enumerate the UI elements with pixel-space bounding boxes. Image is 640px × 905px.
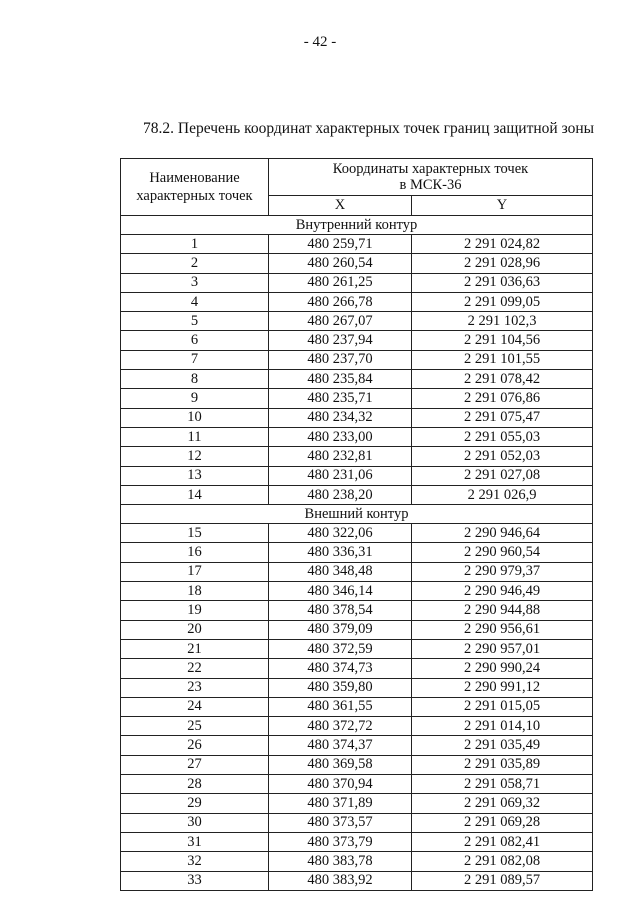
- x-coordinate-cell: 480 261,25: [269, 273, 412, 292]
- x-coordinate-cell: 480 374,37: [269, 736, 412, 755]
- y-coordinate-cell: 2 291 069,32: [412, 794, 593, 813]
- x-coordinate-cell: 480 322,06: [269, 524, 412, 543]
- table-row: [121, 755, 593, 774]
- y-coordinate-cell: 2 291 099,05: [412, 292, 593, 311]
- x-coordinate-cell: 480 259,71: [269, 235, 412, 254]
- point-number-cell: 29: [121, 794, 269, 813]
- y-coordinate-cell: 2 291 082,41: [412, 832, 593, 851]
- table-row: [121, 408, 593, 427]
- table-row: [121, 678, 593, 697]
- header-coordinates-line1: Координаты характерных точек: [332, 160, 529, 177]
- x-coordinate-cell: 480 348,48: [269, 562, 412, 581]
- y-coordinate-cell: 2 290 946,64: [412, 524, 593, 543]
- table-row: [121, 273, 593, 292]
- table-row: [121, 312, 593, 331]
- x-coordinate-cell: 480 336,31: [269, 543, 412, 562]
- table-row: [121, 813, 593, 832]
- table-row: [121, 775, 593, 794]
- table-header: [121, 159, 593, 216]
- x-coordinate-cell: 480 233,00: [269, 427, 412, 446]
- point-number-cell: 25: [121, 717, 269, 736]
- point-number-cell: 12: [121, 447, 269, 466]
- y-coordinate-cell: 2 290 979,37: [412, 562, 593, 581]
- y-coordinate-cell: 2 290 956,61: [412, 620, 593, 639]
- table-row: [121, 601, 593, 620]
- table-row: [121, 370, 593, 389]
- point-number-cell: 33: [121, 871, 269, 890]
- table-row: [121, 697, 593, 716]
- y-coordinate-cell: 2 291 078,42: [412, 370, 593, 389]
- x-coordinate-cell: 480 235,84: [269, 370, 412, 389]
- table-row: [121, 350, 593, 369]
- x-coordinate-cell: 480 231,06: [269, 466, 412, 485]
- point-number-cell: 32: [121, 852, 269, 871]
- y-coordinate-cell: 2 290 990,24: [412, 659, 593, 678]
- table-row: [121, 331, 593, 350]
- point-number-cell: 30: [121, 813, 269, 832]
- x-coordinate-cell: 480 378,54: [269, 601, 412, 620]
- point-number-cell: 31: [121, 832, 269, 851]
- point-number-cell: 4: [121, 292, 269, 311]
- y-coordinate-cell: 2 291 027,08: [412, 466, 593, 485]
- header-y: Y: [412, 195, 593, 215]
- table-row: [121, 524, 593, 543]
- x-coordinate-cell: 480 359,80: [269, 678, 412, 697]
- header-point-name-line1: Наименование: [149, 170, 240, 186]
- x-coordinate-cell: 480 374,73: [269, 659, 412, 678]
- y-coordinate-cell: 2 291 069,28: [412, 813, 593, 832]
- x-coordinate-cell: 480 383,78: [269, 852, 412, 871]
- x-coordinate-cell: 480 369,58: [269, 755, 412, 774]
- y-coordinate-cell: 2 291 101,55: [412, 350, 593, 369]
- x-coordinate-cell: 480 371,89: [269, 794, 412, 813]
- x-coordinate-cell: 480 234,32: [269, 408, 412, 427]
- table-row: [121, 466, 593, 485]
- point-number-cell: 1: [121, 235, 269, 254]
- x-coordinate-cell: 480 372,72: [269, 717, 412, 736]
- table-row: [121, 235, 593, 254]
- page-number: - 42 -: [303, 34, 337, 50]
- table-row: [121, 292, 593, 311]
- y-coordinate-cell: 2 291 076,86: [412, 389, 593, 408]
- table-row: [121, 562, 593, 581]
- point-number-cell: 23: [121, 678, 269, 697]
- point-number-cell: 10: [121, 408, 269, 427]
- point-number-cell: 18: [121, 582, 269, 601]
- table-row: [121, 659, 593, 678]
- y-coordinate-cell: 2 291 026,9: [412, 485, 593, 504]
- point-number-cell: 20: [121, 620, 269, 639]
- point-number-cell: 22: [121, 659, 269, 678]
- y-coordinate-cell: 2 291 102,3: [412, 312, 593, 331]
- y-coordinate-cell: 2 291 036,63: [412, 273, 593, 292]
- point-number-cell: 14: [121, 485, 269, 504]
- section-header-row: [121, 505, 593, 524]
- table-row: [121, 871, 593, 890]
- x-coordinate-cell: 480 373,57: [269, 813, 412, 832]
- table-row: [121, 582, 593, 601]
- y-coordinate-cell: 2 291 075,47: [412, 408, 593, 427]
- x-coordinate-cell: 480 232,81: [269, 447, 412, 466]
- point-number-cell: 6: [121, 331, 269, 350]
- document-title: 78.2. Перечень координат характерных точек границ защитной зоны: [143, 120, 595, 137]
- table-row: [121, 717, 593, 736]
- x-coordinate-cell: 480 372,59: [269, 639, 412, 658]
- point-number-cell: 15: [121, 524, 269, 543]
- header-point-name-line2: характерных точек: [136, 188, 253, 204]
- point-number-cell: 27: [121, 755, 269, 774]
- y-coordinate-cell: 2 290 960,54: [412, 543, 593, 562]
- y-coordinate-cell: 2 291 082,08: [412, 852, 593, 871]
- point-number-cell: 2: [121, 254, 269, 273]
- x-coordinate-cell: 480 260,54: [269, 254, 412, 273]
- point-number-cell: 16: [121, 543, 269, 562]
- table-row: [121, 485, 593, 504]
- point-number-cell: 28: [121, 775, 269, 794]
- table-row: [121, 447, 593, 466]
- y-coordinate-cell: 2 291 055,03: [412, 427, 593, 446]
- y-coordinate-cell: 2 291 035,89: [412, 755, 593, 774]
- table-row: [121, 254, 593, 273]
- x-coordinate-cell: 480 235,71: [269, 389, 412, 408]
- y-coordinate-cell: 2 291 089,57: [412, 871, 593, 890]
- point-number-cell: 11: [121, 427, 269, 446]
- x-coordinate-cell: 480 370,94: [269, 775, 412, 794]
- point-number-cell: 7: [121, 350, 269, 369]
- y-coordinate-cell: 2 291 035,49: [412, 736, 593, 755]
- x-coordinate-cell: 480 373,79: [269, 832, 412, 851]
- y-coordinate-cell: 2 290 991,12: [412, 678, 593, 697]
- point-number-cell: 5: [121, 312, 269, 331]
- section-header-row: [121, 216, 593, 235]
- table-row: [121, 794, 593, 813]
- table-row: [121, 389, 593, 408]
- header-point-name: [121, 159, 269, 216]
- x-coordinate-cell: 480 383,92: [269, 871, 412, 890]
- y-coordinate-cell: 2 290 957,01: [412, 639, 593, 658]
- section-title: Внешний контур: [121, 505, 593, 524]
- point-number-cell: 19: [121, 601, 269, 620]
- header-coordinates: [269, 159, 593, 196]
- point-number-cell: 21: [121, 639, 269, 658]
- header-x: X: [269, 195, 412, 215]
- point-number-cell: 24: [121, 697, 269, 716]
- point-number-cell: 3: [121, 273, 269, 292]
- table-row: [121, 639, 593, 658]
- header-coordinates-line2: в МСК-36: [399, 176, 462, 193]
- table-row: [121, 620, 593, 639]
- point-number-cell: 17: [121, 562, 269, 581]
- section-title: Внутренний контур: [121, 216, 593, 235]
- table-row: [121, 852, 593, 871]
- point-number-cell: 13: [121, 466, 269, 485]
- point-number-cell: 8: [121, 370, 269, 389]
- x-coordinate-cell: 480 237,94: [269, 331, 412, 350]
- y-coordinate-cell: 2 291 028,96: [412, 254, 593, 273]
- x-coordinate-cell: 480 267,07: [269, 312, 412, 331]
- table-row: [121, 832, 593, 851]
- point-number-cell: 9: [121, 389, 269, 408]
- y-coordinate-cell: 2 290 944,88: [412, 601, 593, 620]
- table-row: [121, 543, 593, 562]
- y-coordinate-cell: 2 291 058,71: [412, 775, 593, 794]
- y-coordinate-cell: 2 291 015,05: [412, 697, 593, 716]
- x-coordinate-cell: 480 379,09: [269, 620, 412, 639]
- table-row: [121, 427, 593, 446]
- x-coordinate-cell: 480 361,55: [269, 697, 412, 716]
- x-coordinate-cell: 480 346,14: [269, 582, 412, 601]
- x-coordinate-cell: 480 266,78: [269, 292, 412, 311]
- y-coordinate-cell: 2 291 024,82: [412, 235, 593, 254]
- table-row: [121, 736, 593, 755]
- y-coordinate-cell: 2 291 052,03: [412, 447, 593, 466]
- point-number-cell: 26: [121, 736, 269, 755]
- x-coordinate-cell: 480 238,20: [269, 485, 412, 504]
- y-coordinate-cell: 2 290 946,49: [412, 582, 593, 601]
- y-coordinate-cell: 2 291 104,56: [412, 331, 593, 350]
- coordinates-table: [120, 158, 593, 891]
- x-coordinate-cell: 480 237,70: [269, 350, 412, 369]
- y-coordinate-cell: 2 291 014,10: [412, 717, 593, 736]
- table-body: [121, 216, 593, 891]
